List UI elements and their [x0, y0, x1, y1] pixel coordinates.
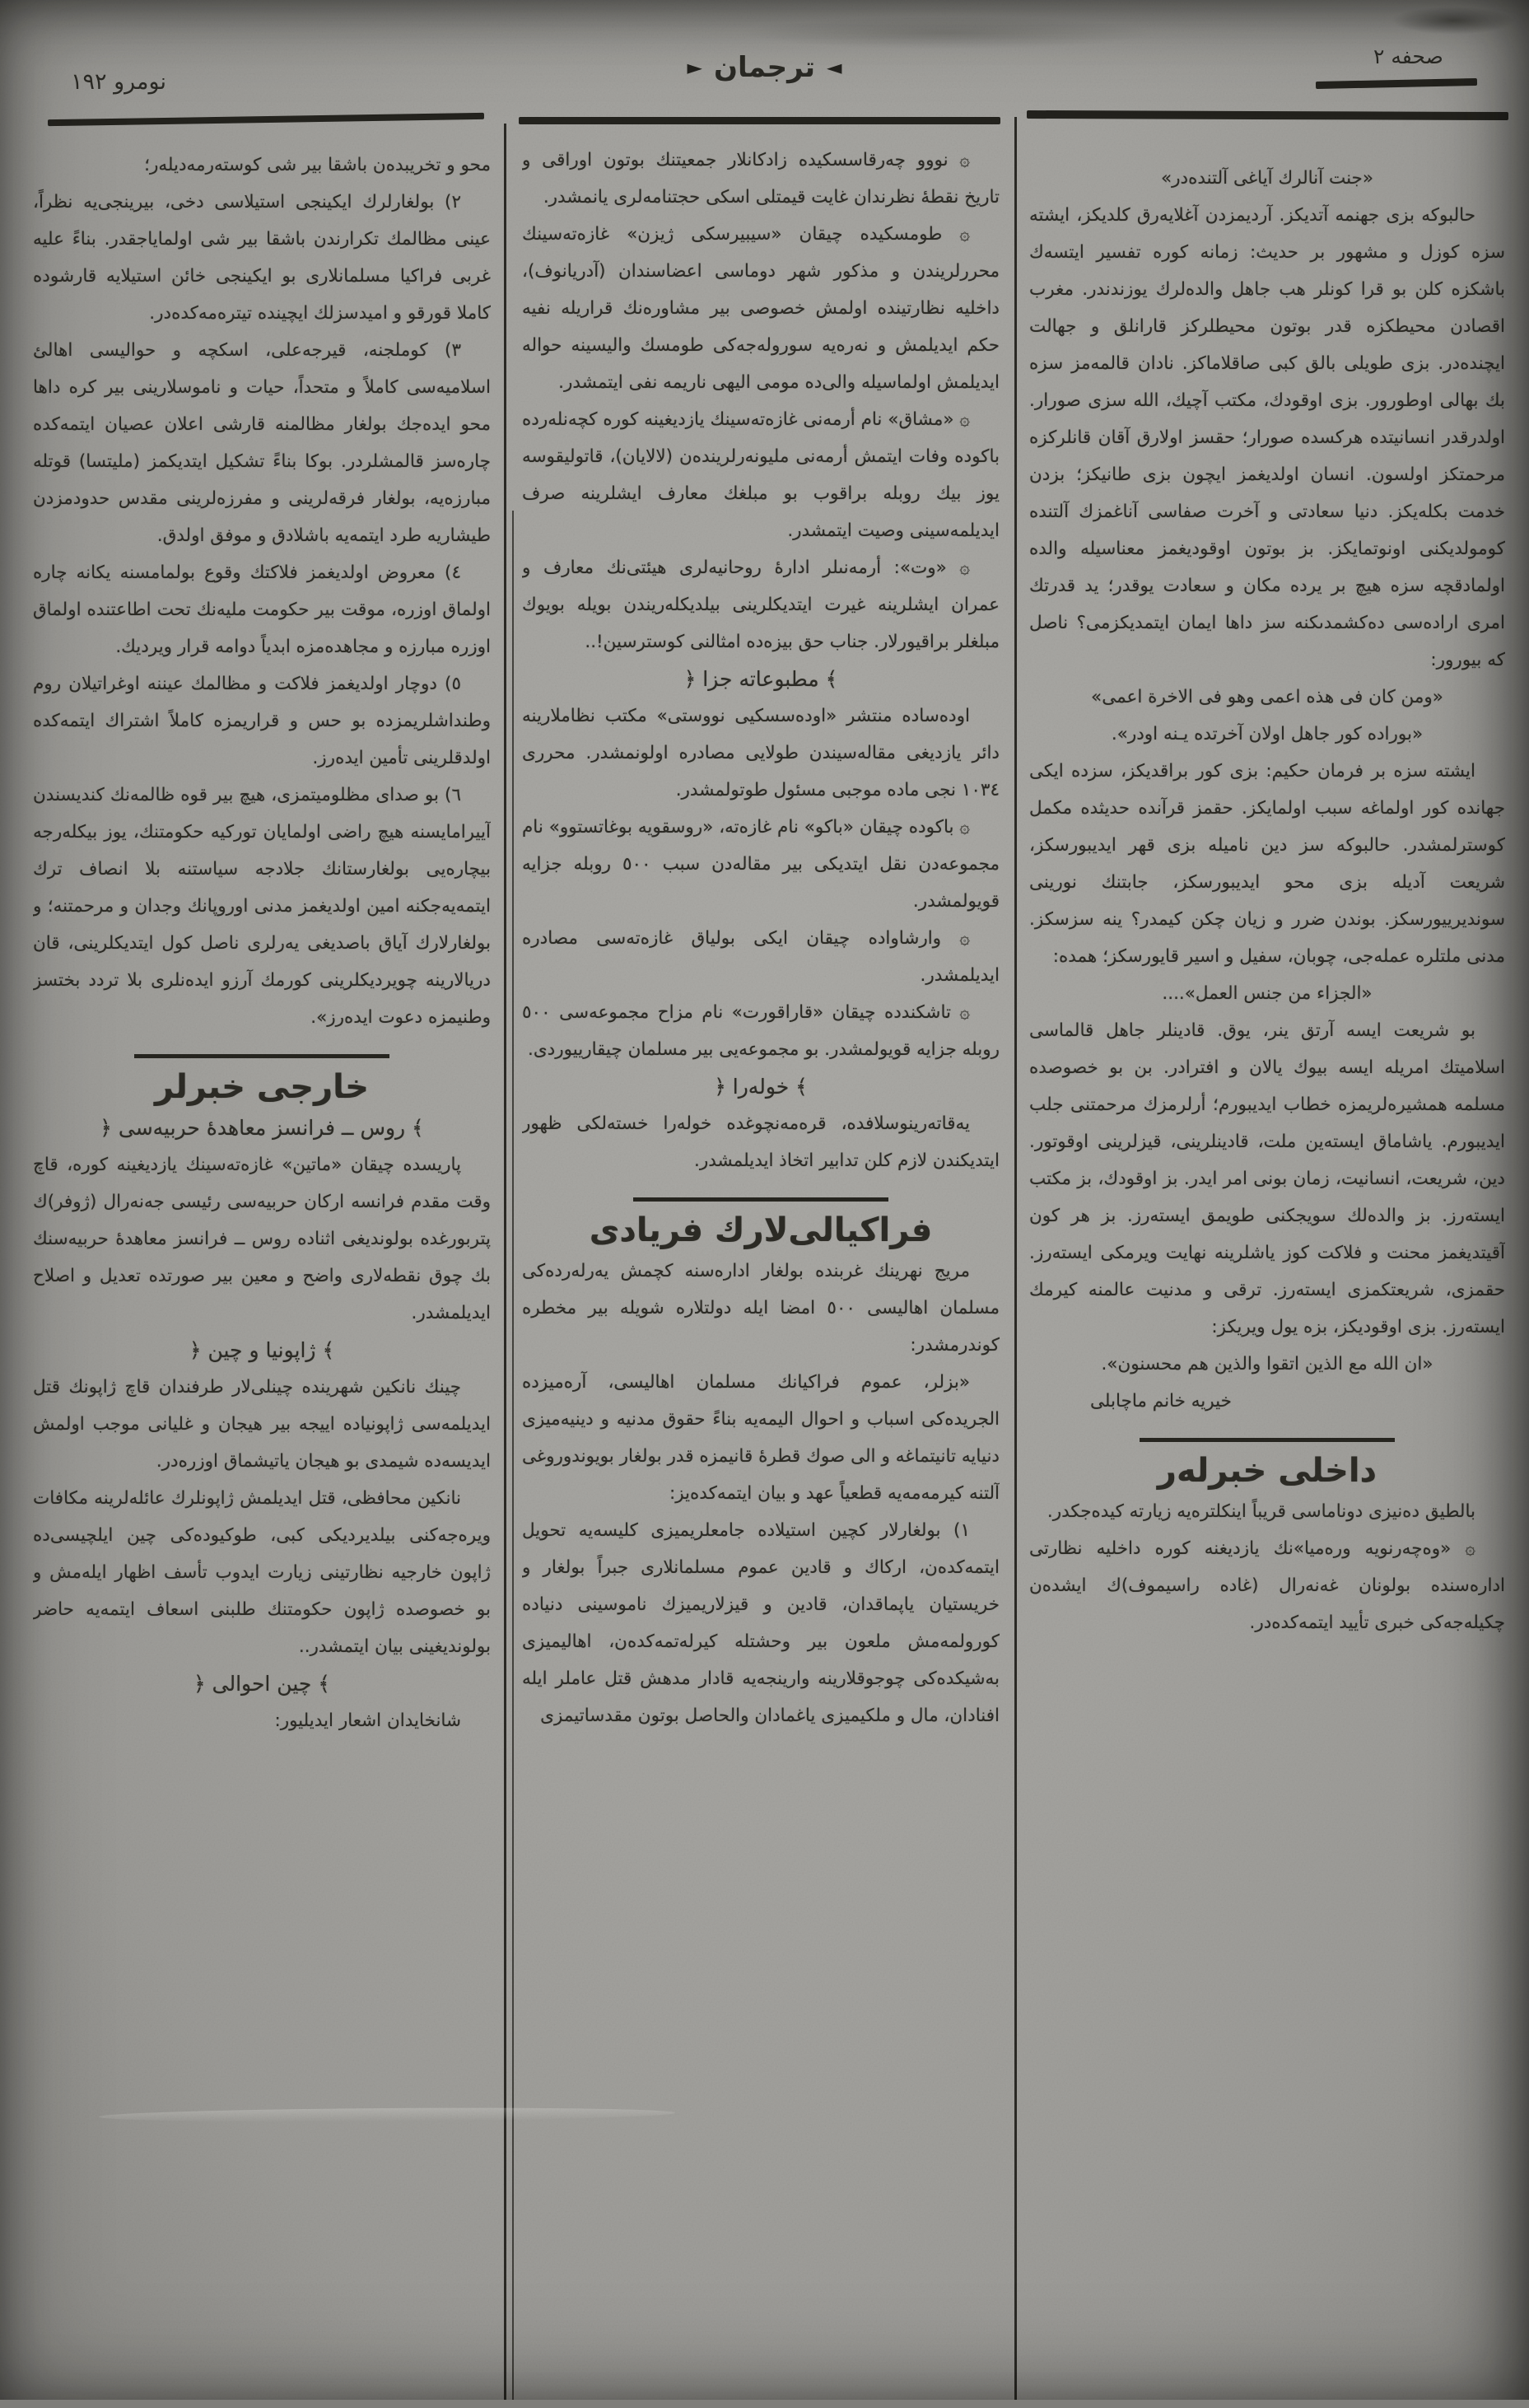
sub-heading-russo-french-treaty: ﴾ روس ــ فرانسز معاهدهٔ حربيەسى ﴿ [100, 1116, 424, 1140]
paragraph: ٢) بولغارلرك ايكينجى استيلاسى دخى، بيرينجى‌يه نظراً، عينى مظالمك تكرارندن باشقا بير شى اولماياجقدر. بناءً عليه غربى فراكيا مسلمانلارى بو ايكينجى خائن استيلايه قارشوده كاملا قورقو و اميدسزلك ايچينده تيترەمەكدەدر. [33, 192, 491, 324]
paragraph: ٣) كوملجنه، قيرجەعلى، اسكچه و حواليسى اهالئ اسلاميەسى كاملاً و متحداً، حيات و ناموسلارينى بير كره داها محو ايدەجك بولغار مظالمنه قارشى اعلان عصيان ايتمەكده چارەسز قالمشلردر. بوكا بناءً تشكيل ايتديكمز (مليتسا) قوتله مبارزەيه، بولغار فرقەلرينى و مفرزەلرينى مقدس حدودمزدن طيشاريه طرد ايتمەيه باشلادق و موفق اولدق. [33, 340, 491, 546]
paragraph: «الجزاء من جنس العمل».... [1162, 983, 1373, 1004]
column-top-rule [48, 113, 484, 126]
issue-number-label: نومرو ١٩٢ [71, 69, 166, 95]
paragraph: نانكين محافظى، قتل ايديلمش ژاپونلرك عائلەلرينه مكافات ويرەجەكنى بيلديرديكى كبى، طوكيودەكى چين ايلچيسى‌ده ژاپون خارجيه نظارتينى زيارت ايدوب تأسف اظهار ايلەمش و بو خصوصده ژاپون حكومتنك طلبنى اسعاف ايتمەيه حاضر بولونديغينى بيان ايتمشدر.. [33, 1488, 491, 1657]
paragraph: «بزلر، عموم فراكيانك مسلمان اهاليسى، آرەميزدە الجريدەكى اسباب و احوال اليمەيه بناءً حقوق مدنيه و دينيەميزى دنيايه تانيتماغه و الى صوك قطرهٔ قانيمزه قدر بولغار بويوندوروغى آلتنه كيرمەمەيه قطعياً عهد و بيان ايتمەكدەيز: [522, 1372, 1000, 1504]
paragraph: «ومن كان فى هذه اعمى وهو فى الاخرة اعمى» [1091, 687, 1443, 707]
page-number-label: صحفه ٢ [1373, 44, 1443, 68]
paragraph: محو و تخريبدەن باشقا بير شى كوستەرمەديلەر؛ [144, 155, 491, 175]
sub-heading-china-affairs: ﴾ چين احوالى ﴿ [193, 1672, 330, 1696]
text-column-right [1029, 137, 1505, 2408]
sub-heading-press-penalties: ﴾ مطبوعاته جزا ﴿ [683, 667, 838, 691]
masthead-arrow-icon: ◄ [827, 56, 842, 79]
paragraph: چينك نانكين شهرينده چينلى‌لار طرفندان قاچ ژاپونك قتل ايديلمەسى ژاپونياده اييجه بير هيجان و غليانى موجب اولمش ايديسەده شيمدى بو هيجان ياتيشماق اوزرەدر. [33, 1377, 491, 1472]
column-divider-rule [1014, 117, 1017, 2400]
section-divider-rule [1140, 1438, 1395, 1442]
paragraph: ايشته سزه بر فرمان حكيم: بزى كور براقديكز، سزده ايكى جهانده كور اولماغه سبب اولمايكز. حقمز قرآنده حديثده مكمل كوسترلمشدر. حالبوكه سز دين ناميله بزى قهر ايديبورسكز، شريعت آديله بزى محو ايديبورسكز، جابتنك نورينى سونديرييورسكز. بوندن ضرر و زيان چكن كيمدر؟ ينه سزسكز. مدنى ملتلره عملەجى، چوبان، سفيل و اسير قايورسكز؛ همده: [1029, 761, 1505, 967]
column-top-rule [519, 117, 1000, 124]
paragraph: ۞ «وت»: أرمەنىلر ادارهٔ روحانيەلرى هيئتى‌نك معارف و عمران ايشلرينه غيرت ايتديكلرينى بيلديكلەريندن بويله بويوك مبلغلر براقيورلار. جناب حق بيزەده امثالنى كوسترسين!.. [522, 558, 1000, 652]
paragraph: ۞ نووو چەرقاسسكيده زادكانلار جمعيتنك بوتون اوراقى و تاريخ نقطهٔ نظرندان غايت قيمتلى اسكى حجتنامەلرى يانمشدر. [522, 150, 1000, 208]
paragraph: «ان الله مع الذين اتقوا والذين هم محسنون». [1101, 1354, 1433, 1374]
column-divider-rule [512, 511, 514, 2400]
sub-heading-japan-china: ﴾ ژاپونيا و چين ﴿ [189, 1338, 335, 1362]
paragraph: شانخايدان اشعار ايديليور: [274, 1710, 461, 1731]
paragraph: ۞ طومسكيده چيقان «سيبيرسكى ژيزن» غازەتەسينك محررلريندن و مذكور شهر دوماسى اعضاسندان (آدريانوف)، داخليه نظارتينده اولمش خصوصى بير مشاورەنك قراريله نفيه حكم ايديلمش و نەرەيه سورولەجەكى طومسك واليسينه حواله ايديلمش اولماسيله والى‌ده مومى اليهى ناريمه نفى ايتمشدر. [522, 224, 1000, 393]
sub-heading-cholera: ﴾ خولەرا ﴿ [714, 1075, 808, 1099]
paragraph: ۞ «مشاق» نام أرمەنى غازەتەسينك يازديغينه كوره كچەنلەرده باكوده وفات ايتمش أرمەنى مليونەرلريندەن (لالايان)، قاتوليقوسه يوز بيك روبله براقوب بو مبلغك معارف ايشلرينه صرف ايديلمەسينى وصيت ايتمشدر. [522, 409, 1000, 541]
signature: خيريه خانم ماچابلى [1090, 1391, 1232, 1412]
paragraph: ۞ تاشكندده چيقان «قاراقورت» نام مزاح مجموعەسى ٥٠٠ روبله جزايه قويولمشدر. بو مجموعەيى بير مسلمان چيقارييوردى. [522, 1002, 1000, 1060]
paragraph: بالطيق دەنيزى دوناماسى قريباً اينكلترەيه زيارته كيدەجكدر. [1047, 1501, 1475, 1522]
paragraph: ٥) دوچار اولديغمز فلاكت و مظالمك عيننه اوغراتيلان روم وطنداشلريمزده بو حس و قراريمزه كاملاً اشتراك ايتمەكدە اولدقلرينى تأمين ايدەرز. [33, 674, 491, 768]
paragraph: ٤) معروض اولديغمز فلاكتك وقوع بولمامسنه يكانه چاره اولماق اوزره، موقت بير حكومت مليەنك تحت اطاعتنده اولماق اوزره مبارزه و مجاهدەمزه ابدياً دوامه قرار ويرديك. [33, 562, 491, 657]
paragraph: حالبوكه بزى جهنمه آتديكز. آرديمزدن آغلايەرق كلديكز، ايشته سزه كوزل و مشهور بر حديث: زمانه كوره تفسير ايتسەك باشكزه كلن بو قرا كونلر هب جاهل والدەلرك يوزندندر. مغرب اقصادن محيطكزه قدر بوتون محيطلركز قارانلق و جهالت ايچندەدر. بزى طويلى بالق كبى صاقلاماكز. نادان قالمەمز سزه بك بهالى اوطورور. بزى اوقودك، مكتب آچيك، الله سزى صورار. اولدرقدر انسانيتدە هركسدە صورار؛ حقسز اولارق آقان قانلركزه مرحمتكز اولسون. انسان اولديغمز ايچون بزى طانيكز؛ بزدن خدمت بكلەيكز. دنيا سعادتى و آخرت صفاسى آناغمزك آلتنده كومولديكنى اونوتمايكز. بز بوتون اوقوديغمز معناسيله والدە اولمادقچه سزه هيچ بر يرده مكان و سعادت يوقدر؛ يد قدرتك امرى ارادەسى دەكشمدىكنه سز داها ايمان ايتمديكزمى؟ ناصل كه بيورور: [1029, 205, 1505, 670]
paragraph: ١) بولغارلار كچين استيلاده جامعلريميزى كليسەيه تحويل ايتمەكدەن، اركاك و قادين عموم مسلمانلارى جبراً بولغار و خريستيان ياپماقدان، قادين و قيزلاريميزك ناموسينى دنياده كورولمەمش ملعون بير وحشتله كيرلەتمەكدەن، اهاليميزى بەشيكدەكى چوجوقلارينه وارينجەيه قادار مدهش قتل عاملر ايله افنادان، مال و ملكيميزى ياغمادان والحاصل بوتون مقدساتيمزى [522, 1520, 1000, 1726]
section-heading-foreign-news: خارجى خبرلر [154, 1068, 370, 1106]
paragraph: ۞ وارشاواده چيقان ايكى بولياق غازەتەسى مصادره ايديلمشدر. [522, 928, 1000, 986]
section-divider-rule [134, 1054, 389, 1058]
ink-smudge [741, 16, 1153, 49]
paragraph: اودەساده منتشر «اودەسسكيى نووستى» مكتب نظاملارينه دائر يازديغى مقالەسيندن طولايى مصادره اولونمشدر. محررى ١٠٣٤ نجى ماده موجبى مسئول طوتولمشدر. [522, 706, 1000, 800]
paragraph: ۞ «وەچەرنويه ورەميا»نك يازديغنه كوره داخليه نظارتى ادارەسنده بولونان غەنەرال (غادە راسيموف)ك ايشدەن چكيلەجەكى خبرى تأييد ايتمەكدەدر. [1029, 1538, 1505, 1633]
text-column-middle [522, 142, 1000, 2385]
text-column-left [33, 147, 491, 2383]
article-title: «جنت آنالرك آياغى آلتنده‌در» [1160, 168, 1374, 189]
paragraph: پاريسده چيقان «ماتين» غازەتەسينك يازديغينه كوره، قاچ وقت مقدم فرانسه اركان حربيەسى رئيسى جەنەرال (ژوفر)ك پتربورغده بولونديغى اثناده روس ــ فرانسز معاهدهٔ حربيەسنك بك چوق نقطەلارى واضح و معين بير صورتده تعديل و اصلاح ايديلمشدر. [33, 1155, 491, 1323]
paragraph: مريج نهرينك غربنده بولغار ادارەسنه كچمش يەرلەردەكى مسلمان اهاليسى ٥٠٠ امضا ايله دولتلاره شويله بير مخطره كوندرمشدر: [522, 1261, 1000, 1356]
paragraph: ٦) بو صداى مظلوميتمزى، هيچ بير قوه ظالمەنك كنديسندن آييرامايسنه هيچ راضى اولمايان توركيه حكومتنك، يوز بيكلەرجه بيچارەيى بولغارستانك جلادجه سياستنه بلا انصاف ترك ايتمەيەجكنه امين اولديغمز مدنى اوروپانك وجدان و مرحمتنه؛ و بولغارلارك آياق باصديغى يەرلرى ناصل كول ايتديكلرينى، قان دريالارينه چويرديكلرينى كورمك آرزو ايدەنلرى بلا تردد بختسز وطنيمزه دعوت ايدەرز». [33, 785, 491, 1028]
masthead [0, 51, 1529, 84]
ink-smudge [1391, 7, 1515, 35]
paragraph: بو شريعت ايسه آرتق ينر، يوق. قادينلر جاهل قالماسى اسلاميتك امريله ايسه بيوك يالان و افترادر. بن بو خصوصده مسلمه همشيرەلريمزه خطاب ايديبورم؛ أرلرمزك مرحمتنى جلب ايديبورم. ياشاماق ايستەين ملت، قادينلرينى، قيزلرينى اوقوتور. دين، شريعت، انسانيت، زمان بونى امر ايدر. بز اوقودك، بز مكتب ايستەرز. بز والدەلك سويجكنى طويمق ايستەرز. بز هر كون آقيتديغمز محنت و فلاكت كوز ياشلرينه نهايت ويرمكى ايستەرز. حقمزى، شريعتكمزى ايستەرز. ترقى و مدنيت عالمنه كيرمك ايستەرز. بزى اوقوديكز، بزه يول ويريكز: [1029, 1020, 1505, 1337]
masthead-title: ترجمان [713, 51, 815, 84]
paragraph: «بوراده كور جاهل اولان آخرتده يـنه اودر». [1111, 724, 1424, 744]
paragraph: ۞ باكوده چيقان «باكو» نام غازەته، «روسقويه بوغاتستوو» نام مجموعەدن نقل ايتديكى بير مقالەدن سبب ٥٠٠ روبله جزايه قويولمشدر. [522, 817, 1000, 912]
section-heading-thracians-cry: فراكيالى‌لارك فريادى [589, 1211, 933, 1249]
paragraph: يەقاتەرينوسلافده، قرەمەنچوغده خولەرا خستەلكى ظهور ايتديكندن لازم كلن تدابير اتخاذ ايديلمشدر. [522, 1113, 1000, 1171]
masthead-arrow-icon: ► [687, 56, 702, 79]
column-top-rule [1027, 110, 1508, 120]
section-divider-rule [633, 1197, 888, 1202]
column-divider-rule [504, 124, 506, 2400]
section-heading-domestic-news: داخلى خبرلەر [1157, 1452, 1377, 1490]
